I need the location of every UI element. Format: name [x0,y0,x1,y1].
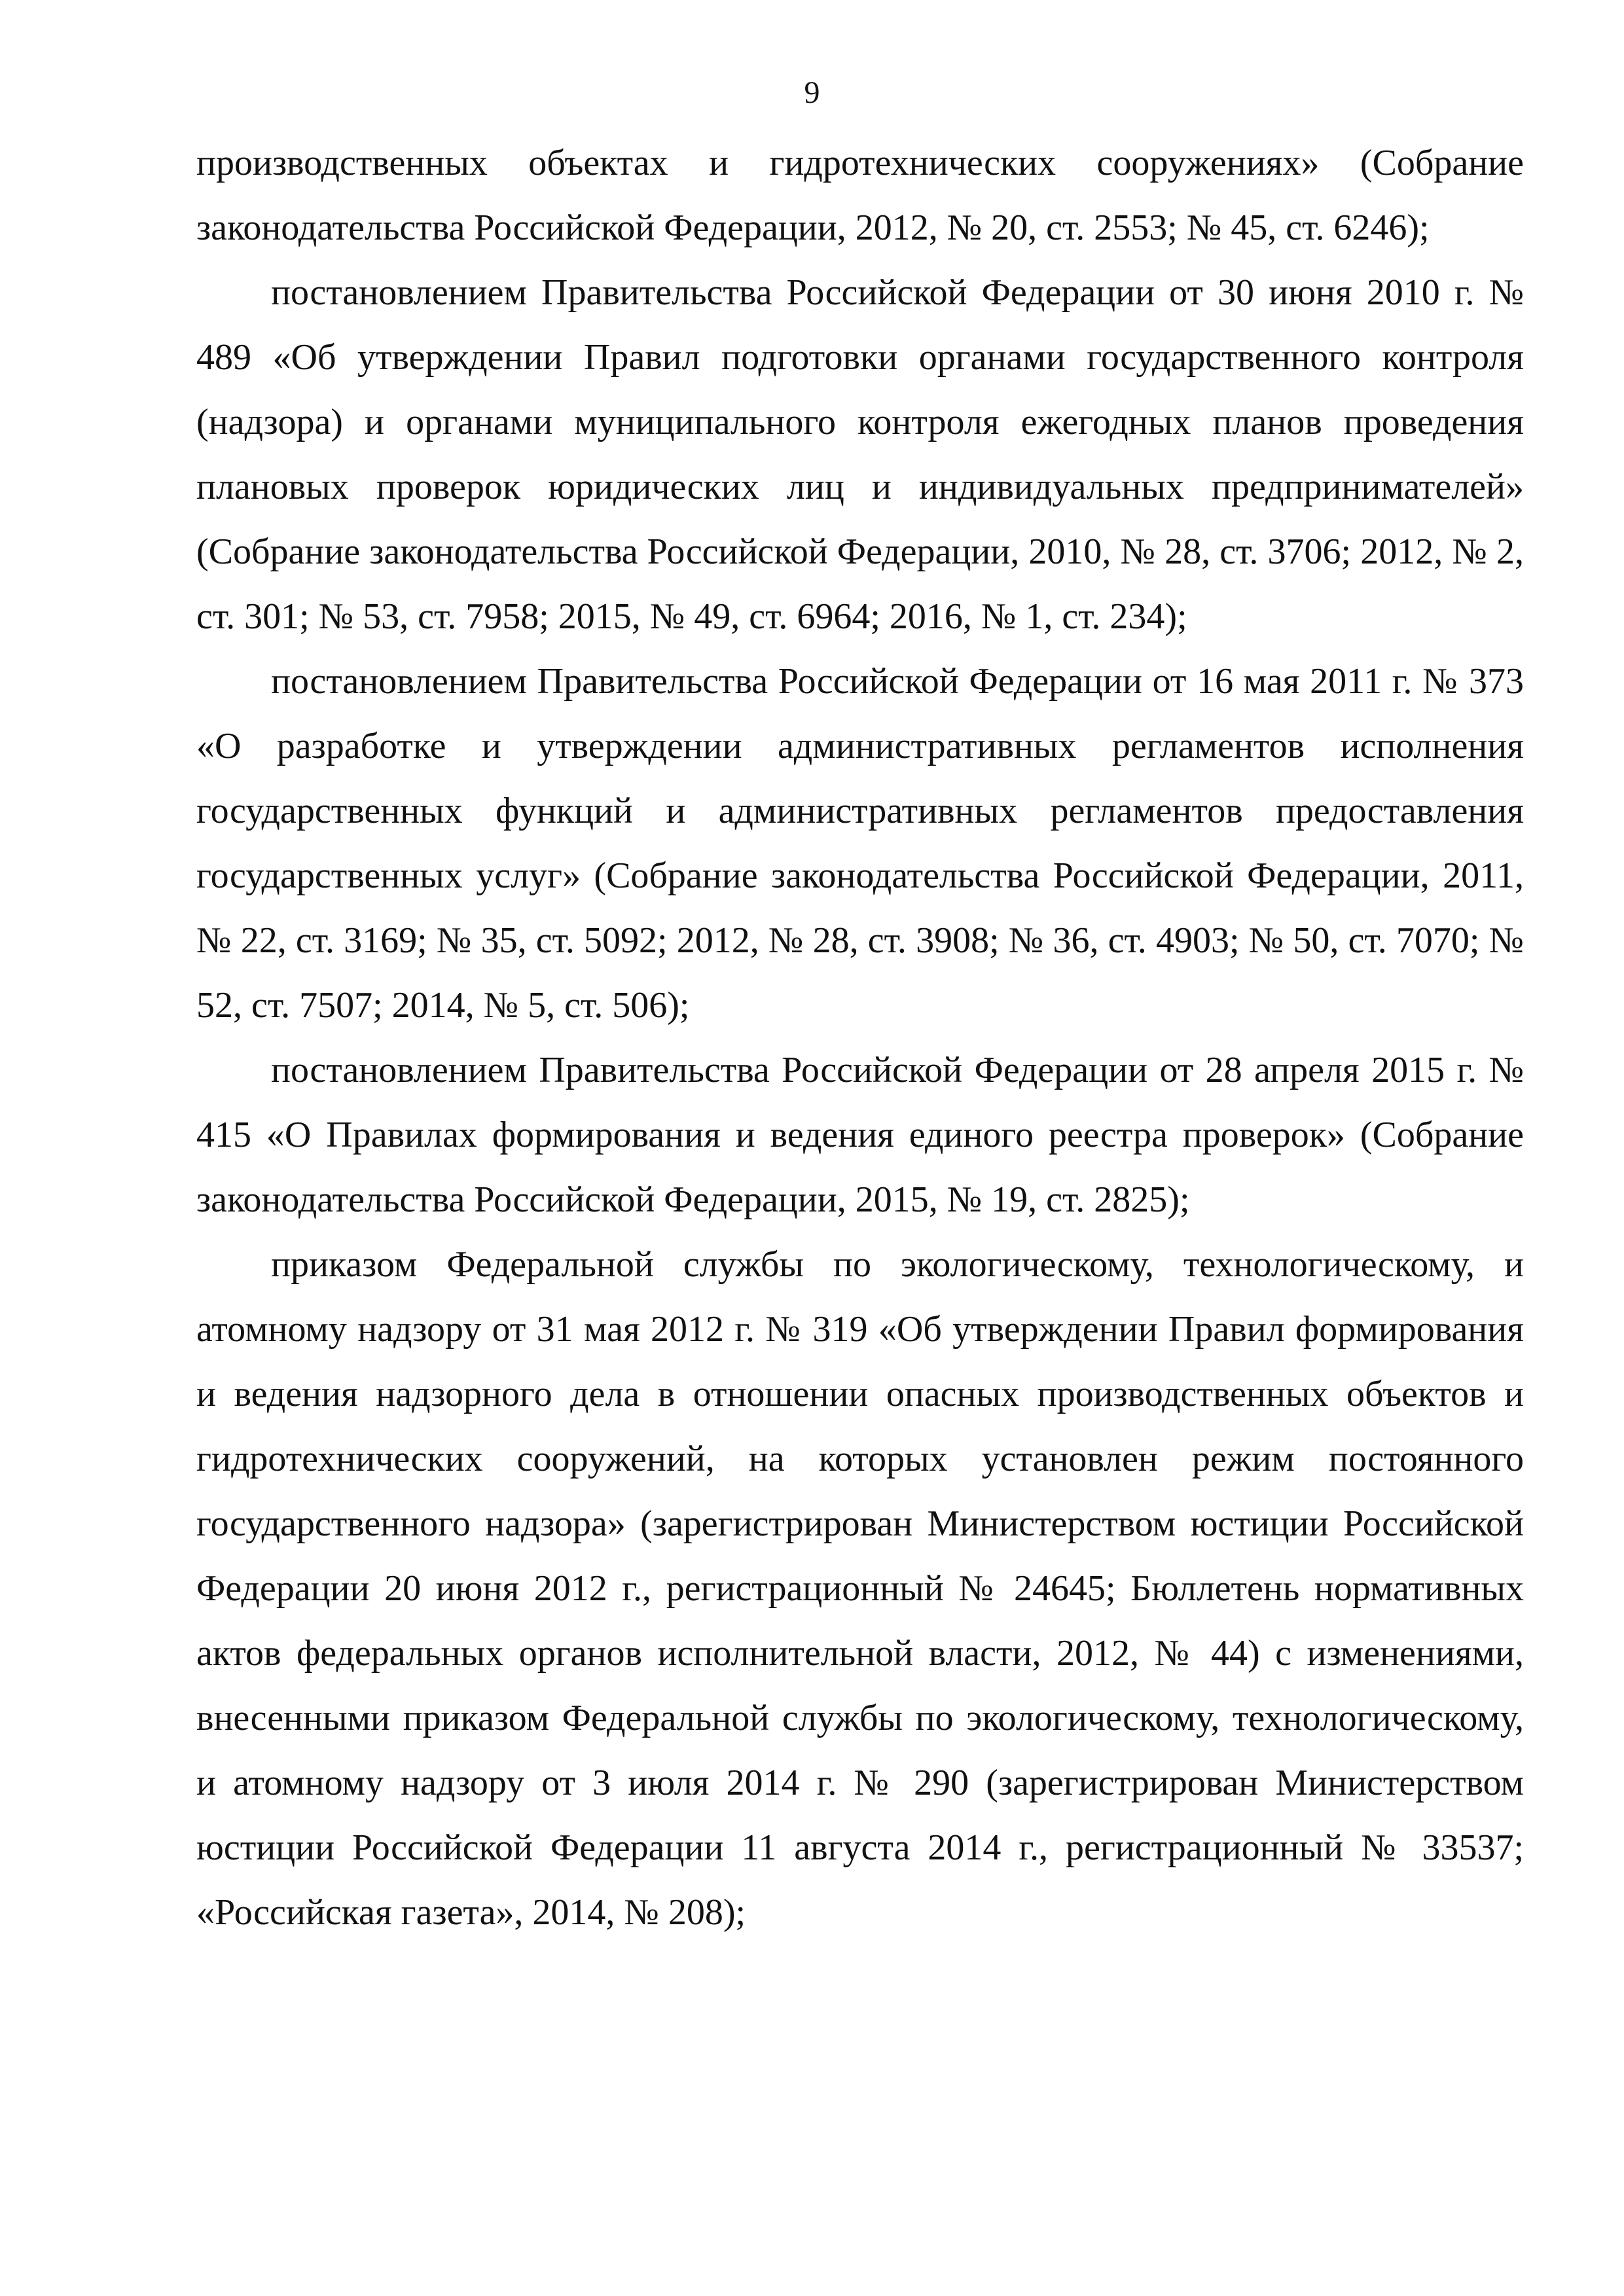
paragraph-decree-373: постановлением Правительства Российской Федерации от 16 мая 2011 г. № 373 «О разработке и утверждении административных регламентов исполнения государственных функций и административных регламентов предоставления государственных услуг» (Собрание законодательства Российской Федерации, 2011, № 22, ст. 3169; № 35, ст. 5092; 2012, № 28, ст. 3908; № 36, ст. 4903; № 50, ст. 7070; № 52, ст. 7507; 2014, № 5, ст. 506); [196,661,1524,1026]
paragraph-order-319: приказом Федеральной службы по экологическому, технологическому, и атомному надзору от 31 мая 2012 г. № 319 «Об утверждении Правил формирования и ведения надзорного дела в отношении опасных производственных объектов и гидротехнических сооружений, на которых установлен режим постоянного государственного надзора» (зарегистрирован Министерством юстиции Российской Федерации 20 июня 2012 г., регистрационный № 24645; Бюллетень нормативных актов федеральных органов исполнительной власти, 2012, № 44) с изменениями, внесенными приказом Федеральной службы по экологическому, технологическому, и атомному надзору от 3 июля 2014 г. № 290 (зарегистрирован Министерством юстиции Российской Федерации 11 августа 2014 г., регистрационный № 33537; «Российская газета», 2014, № 208); [196,1244,1524,1933]
page-number: 9 [804,75,820,110]
paragraph-continuation: производственных объектах и гидротехнических сооружениях» (Собрание законодательства Российской Федерации, 2012, № 20, ст. 2553; № 45, ст. 6246); [196,143,1524,248]
document-body [196,131,1524,1945]
paragraph-decree-415: постановлением Правительства Российской Федерации от 28 апреля 2015 г. № 415 «О Правилах формирования и ведения единого реестра проверок» (Собрание законодательства Российской Федерации, 2015, № 19, ст. 2825); [196,1050,1524,1220]
paragraph-decree-489: постановлением Правительства Российской Федерации от 30 июня 2010 г. № 489 «Об утверждении Правил подготовки органами государственного контроля (надзора) и органами муниципального контроля ежегодных планов проведения плановых проверок юридических лиц и индивидуальных предпринимателей» (Собрание законодательства Российской Федерации, 2010, № 28, ст. 3706; 2012, № 2, ст. 301; № 53, ст. 7958; 2015, № 49, ст. 6964; 2016, № 1, ст. 234); [196,272,1524,637]
